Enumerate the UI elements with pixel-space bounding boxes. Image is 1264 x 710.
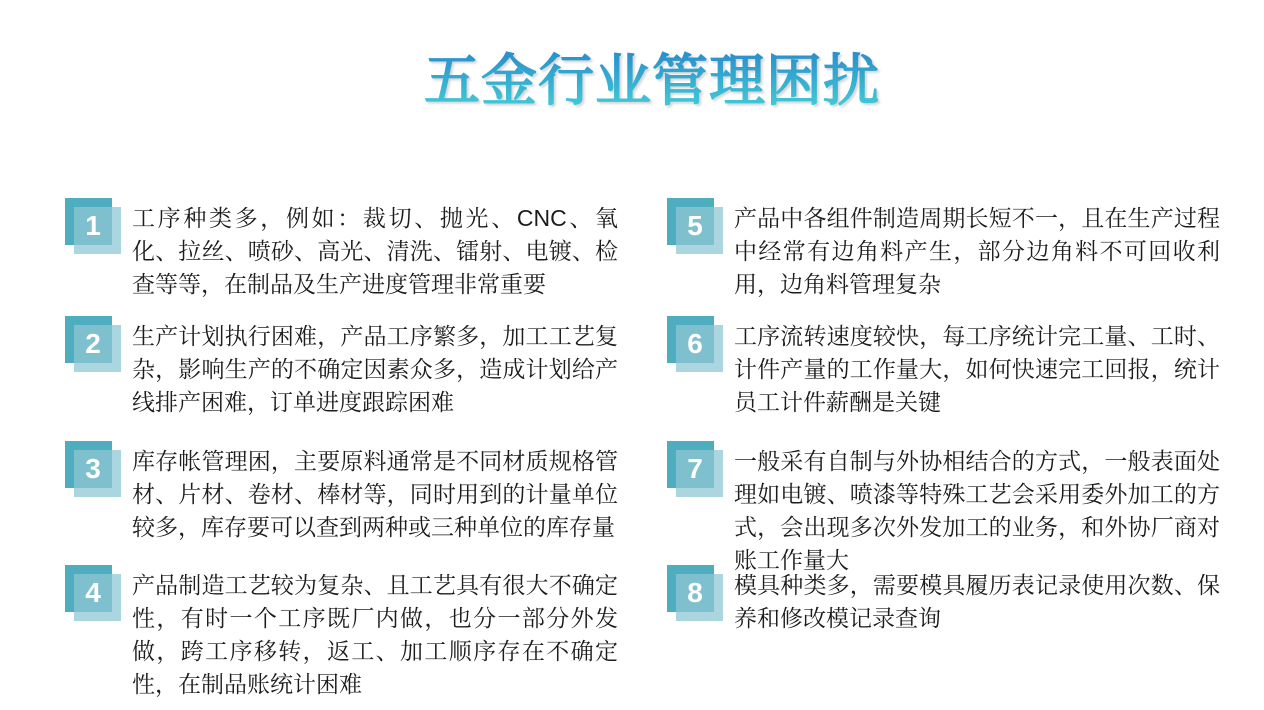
item-number-badge: [65, 316, 121, 372]
item-text: 一般采有自制与外协相结合的方式，一般表面处理如电镀、喷漆等特殊工艺会采用委外加工的方式，会出现多次外发加工的业务，和外协厂商对账工作量大: [734, 448, 1220, 573]
trouble-item-4: [65, 565, 618, 701]
item-number: 7: [687, 453, 703, 484]
page-title: 五金行业管理困扰: [0, 50, 1264, 112]
item-text: 库存帐管理困，主要原料通常是不同材质规格管材、片材、卷材、棒材等，同时用到的计量单位较多，库存要可以查到两种或三种单位的库存量: [132, 448, 618, 540]
trouble-item-1: [65, 198, 618, 301]
item-number: 8: [687, 577, 703, 608]
item-text: 产品制造工艺较为复杂、且工艺具有很大不确定性，有时一个工序既厂内做，也分一部分外发做，跨工序移转，返工、加工顺序存在不确定性，在制品账统计困难: [132, 572, 618, 697]
trouble-item-7: [667, 441, 1220, 577]
item-number-badge: [667, 198, 723, 254]
item-number: 1: [85, 210, 101, 241]
item-number: 6: [687, 328, 703, 359]
trouble-item-3: [65, 441, 618, 544]
item-text: 产品中各组件制造周期长短不一，且在生产过程中经常有边角料产生，部分边角料不可回收利用，边角料管理复杂: [734, 205, 1220, 297]
item-number-badge: [65, 441, 121, 497]
item-number: 4: [85, 577, 101, 608]
item-text: 生产计划执行困难，产品工序繁多，加工工艺复杂，影响生产的不确定因素众多，造成计划给产线排产困难，订单进度跟踪困难: [132, 323, 618, 415]
item-text: 工序流转速度较快，每工序统计完工量、工时、计件产量的工作量大，如何快速完工回报，统计员工计件薪酬是关键: [734, 323, 1220, 415]
item-number-badge: [667, 565, 723, 621]
trouble-item-8: [667, 565, 1220, 635]
item-number: 2: [85, 328, 101, 359]
item-number-badge: [65, 565, 121, 621]
item-text: 模具种类多，需要模具履历表记录使用次数、保养和修改模记录查询: [734, 572, 1220, 631]
item-text: 工序种类多，例如：裁切、抛光、CNC、氧化、拉丝、喷砂、高光、清洗、镭射、电镀、检查等等，在制品及生产进度管理非常重要: [132, 205, 618, 297]
item-number-badge: [65, 198, 121, 254]
item-number: 3: [85, 453, 101, 484]
trouble-item-6: [667, 316, 1220, 419]
item-number: 5: [687, 210, 703, 241]
trouble-item-2: [65, 316, 618, 419]
trouble-item-5: [667, 198, 1220, 301]
item-number-badge: [667, 441, 723, 497]
item-number-badge: [667, 316, 723, 372]
